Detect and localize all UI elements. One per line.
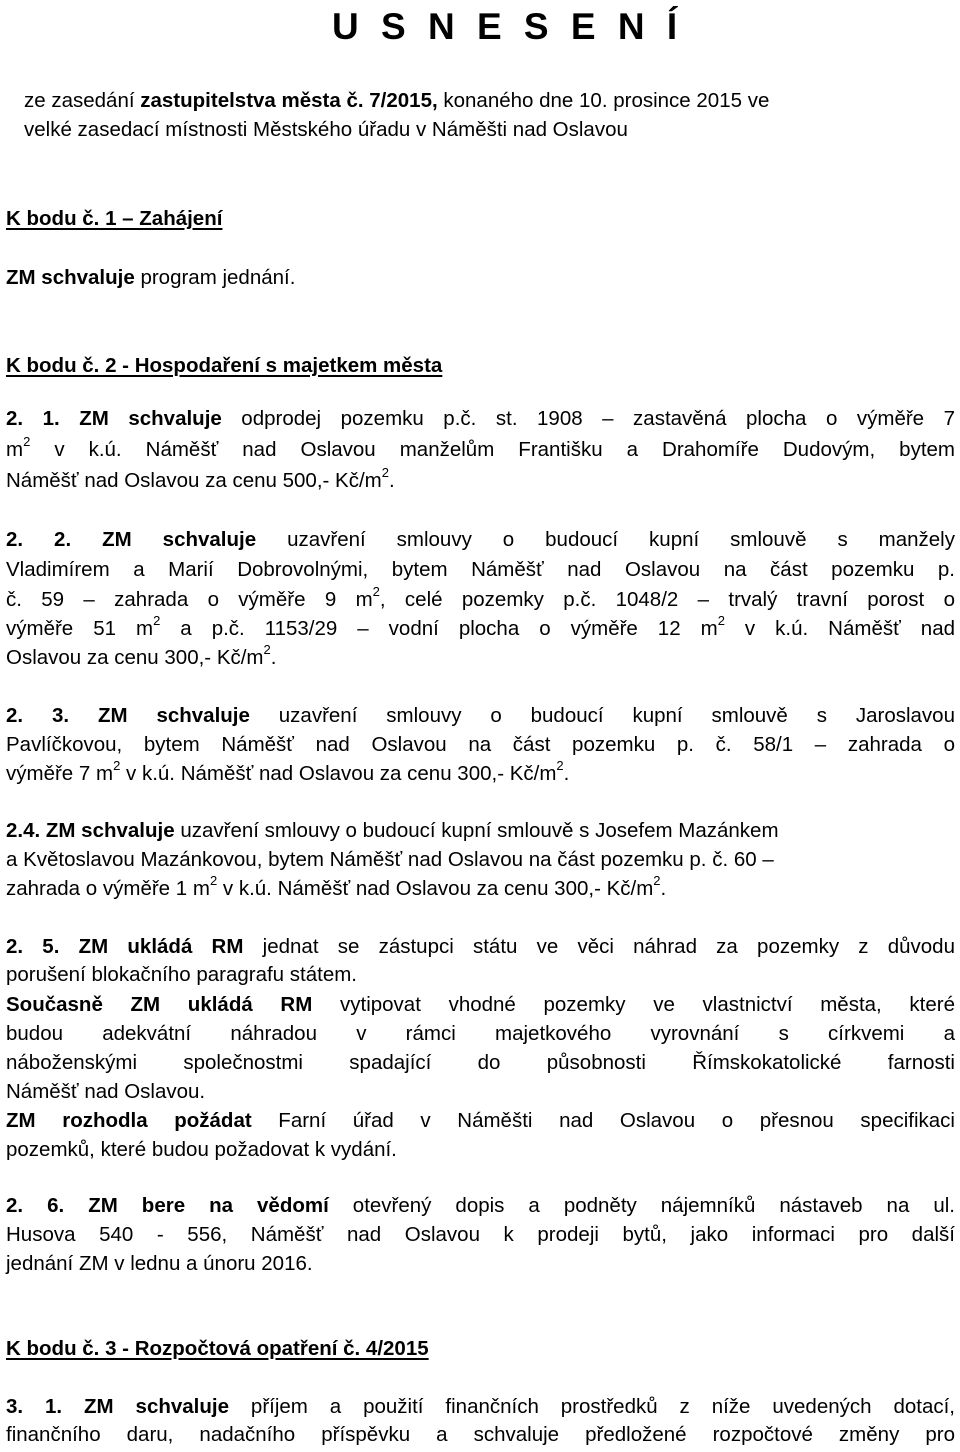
item-3-1-line-2: finančního daru, nadačního příspěvku a schvaluje předložené rozpočtové změny pro (6, 1423, 955, 1446)
text: . (388, 469, 395, 492)
item-2-4-line-2: a Květoslavou Mazánkovou, bytem Náměšť nad Oslavou na část pozemku p. č. 60 – (6, 848, 774, 871)
text: výměře 7 m (6, 762, 114, 785)
resolution-text: odprodej pozemku p.č. st. 1908 – zastavěná plocha o výměře 7 (221, 407, 955, 430)
item-2-2-line-1 (6, 527, 955, 552)
item-2-5-line-3 (6, 992, 955, 1017)
resolution-verb: ZM rozhodla požádat (6, 1109, 252, 1132)
resolution-text: jednat se zástupci státu ve věci náhrad za pozemky z důvodu (243, 935, 955, 958)
item-2-2-line-3 (6, 584, 955, 612)
text: Náměšť nad Oslavou za cenu 500,- Kč/m (6, 469, 382, 492)
item-2-6-line-2: Husova 540 - 556, Náměšť nad Oslavou k prodeji bytů, jako informaci pro další (6, 1223, 955, 1246)
item-3-1-line-1 (6, 1394, 955, 1419)
item-2-6-line-1 (6, 1193, 955, 1218)
resolution-text: program jednání. (134, 266, 296, 289)
section-1-heading: K bodu č. 1 – Zahájení (6, 207, 223, 230)
superscript: 2 (653, 873, 661, 889)
resolution-verb: ZM schvaluje (84, 1395, 229, 1418)
superscript: 2 (381, 465, 389, 481)
item-2-3-line-2: Pavlíčkovou, bytem Náměšť nad Oslavou na část pozemku p. č. 58/1 – zahrada o (6, 733, 955, 756)
resolution-verb: ZM schvaluje (6, 266, 135, 289)
item-number: 2. 6. (6, 1194, 89, 1217)
resolution-verb: Současně ZM ukládá RM (6, 993, 313, 1016)
text: a p.č. 1153/29 – vodní plocha o výměře 12 m (160, 617, 718, 640)
text: zahrada o výměře 1 m (6, 877, 210, 900)
item-number: 2. 5. (6, 935, 79, 958)
item-number: 3. 1. (6, 1395, 85, 1418)
resolution-text: příjem a použití finančních prostředků z níže uvedených dotací, (229, 1395, 955, 1418)
section-3-heading: K bodu č. 3 - Rozpočtová opatření č. 4/2015 (6, 1337, 429, 1360)
item-2-5-line-5: náboženskými společnostmi spadající do působnosti Římskokatolické farnosti (6, 1051, 955, 1074)
text: v k.ú. Náměšť nad Oslavou za cenu 300,- Kč/m (120, 762, 557, 785)
resolution-verb: ZM ukládá RM (78, 935, 244, 958)
meeting-info-text: ze zasedání (24, 89, 141, 112)
text: , celé pozemky p.č. 1048/2 – trvalý travní porost o (379, 588, 955, 611)
item-2-3-line-3 (6, 758, 955, 786)
document-title: U S N E S E N Í (332, 6, 684, 47)
item-2-5-line-8: pozemků, které budou požadovat k vydání. (6, 1138, 397, 1161)
item-2-5-line-2: porušení blokačního paragrafu státem. (6, 963, 357, 986)
item-number: 2. 3. (6, 704, 98, 727)
item-number: 2. 1. (6, 407, 80, 430)
item-2-5-line-7 (6, 1108, 955, 1133)
superscript: 2 (717, 613, 725, 629)
resolution-verb: ZM bere na vědomí (88, 1194, 329, 1217)
text: v k.ú. Náměšť nad Oslavou manželům Františku a Drahomíře Dudovým, bytem (30, 438, 955, 461)
resolution-text: Farní úřad v Náměšti nad Oslavou o přesnou specifikaci (251, 1109, 955, 1132)
meeting-date-text: konaného dne 10. prosince 2015 ve (437, 89, 770, 112)
text: č. 59 – zahrada o výměře 9 m (6, 588, 373, 611)
item-2-2-line-4 (6, 613, 955, 641)
item-2-2-line-5 (6, 642, 955, 670)
item-2-5-line-4: budou adekvátní náhradou v rámci majetkového vyrovnání s církvemi a (6, 1022, 955, 1045)
section-2-heading: K bodu č. 2 - Hospodaření s majetkem města (6, 354, 443, 377)
superscript: 2 (372, 584, 380, 600)
item-number: 2.4. (6, 819, 46, 842)
text: v k.ú. Náměšť nad (724, 617, 955, 640)
meeting-info-line-2: velké zasedací místnosti Městského úřadu v Náměšti nad Oslavou (24, 118, 628, 141)
resolution-text: uzavření smlouvy o budoucí kupní smlouvě s Josefem Mazánkem (174, 819, 779, 842)
text: v k.ú. Náměšť nad Oslavou za cenu 300,- Kč/m (217, 877, 654, 900)
text: . (563, 762, 570, 785)
superscript: 2 (113, 758, 121, 774)
superscript: 2 (153, 613, 161, 629)
item-2-1-line-1 (6, 406, 955, 431)
text: m (6, 438, 24, 461)
item-2-5-line-6: Náměšť nad Oslavou. (6, 1080, 206, 1103)
text: výměře 51 m (6, 617, 154, 640)
item-2-1-line-3 (6, 465, 955, 493)
meeting-number: zastupitelstva města č. 7/2015, (140, 89, 438, 112)
superscript: 2 (263, 642, 271, 658)
text: . (270, 646, 277, 669)
resolution-text: uzavření smlouvy o budoucí kupní smlouvě s Jaroslavou (249, 704, 955, 727)
superscript: 2 (209, 873, 218, 889)
resolution-verb: ZM schvaluje (79, 407, 222, 430)
resolution-text: uzavření smlouvy o budoucí kupní smlouvě s manžely (256, 528, 955, 551)
item-2-4-line-1 (6, 818, 955, 843)
text: Oslavou za cenu 300,- Kč/m (6, 646, 264, 669)
item-2-3-line-1 (6, 703, 955, 728)
resolution-verb: ZM schvaluje (102, 528, 257, 551)
resolution-text: vytipovat vhodné pozemky ve vlastnictví města, které (312, 993, 955, 1016)
superscript: 2 (556, 758, 564, 774)
text: . (660, 877, 667, 900)
resolution-text: otevřený dopis a podněty nájemníků nástaveb na ul. (328, 1194, 955, 1217)
item-2-4-line-3 (6, 873, 955, 901)
item-2-5-line-1 (6, 934, 955, 959)
item-2-1-line-2 (6, 434, 955, 462)
meeting-info-line-1 (24, 88, 960, 113)
item-2-2-line-2: Vladimírem a Marií Dobrovolnými, bytem Náměšť nad Oslavou na část pozemku p. (6, 558, 955, 581)
superscript: 2 (23, 434, 31, 450)
item-2-6-line-3: jednání ZM v lednu a únoru 2016. (6, 1252, 313, 1275)
resolution-verb: ZM schvaluje (97, 704, 250, 727)
section-1-resolution (6, 265, 955, 290)
resolution-verb: ZM schvaluje (45, 819, 175, 842)
item-number: 2. 2. (6, 528, 103, 551)
